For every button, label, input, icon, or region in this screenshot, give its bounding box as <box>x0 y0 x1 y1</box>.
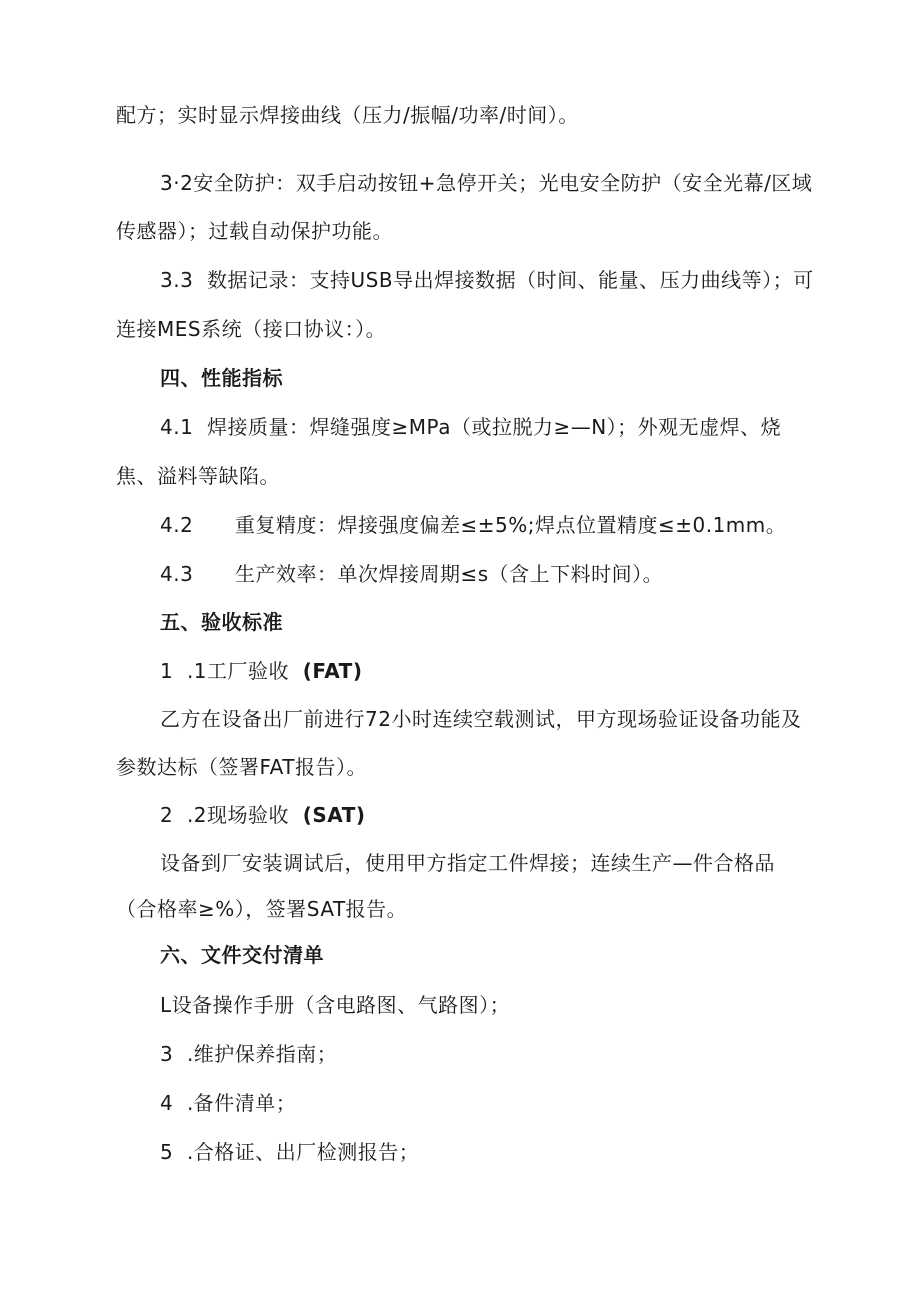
paragraph-line: 生产效率：单次焊接周期≤s（含上下料时间）。 <box>235 562 664 586</box>
subsection-prefix: 1 .1工厂验收 <box>160 659 290 683</box>
subsection-heading <box>160 801 366 829</box>
paragraph-line: 乙方在设备出厂前进行72小时连续空载测试，甲方现场验证设备功能及 <box>160 707 802 731</box>
paragraph-line: 3.3 数据记录：支持USB导出焊接数据（时间、能量、压力曲线等）；可 <box>160 268 814 292</box>
paragraph-line: （合格率≥%），签署SAT报告。 <box>116 897 408 921</box>
subsection-code: (SAT) <box>302 803 366 827</box>
paragraph-line: 传感器）；过载自动保护功能。 <box>116 219 393 243</box>
item-number: 4.3 <box>160 562 194 586</box>
paragraph-line: 参数达标（签署FAT报告）。 <box>116 755 368 779</box>
list-item: L设备操作手册（含电路图、气路图）； <box>160 993 511 1017</box>
paragraph-line: 连接MES系统（接口协议：）。 <box>116 317 387 341</box>
paragraph-line: 设备到厂安装调试后，使用甲方指定工件焊接；连续生产—件合格品 <box>160 851 775 875</box>
paragraph-line: 4.1 焊接质量：焊缝强度≥MPa（或拉脱力≥—N）；外观无虚焊、烧 <box>160 415 782 439</box>
subsection-prefix: 2 .2现场验收 <box>160 803 290 827</box>
subsection-heading <box>160 657 362 685</box>
paragraph-line: 焦、溢料等缺陷。 <box>116 464 280 488</box>
list-item: 4 .备件清单； <box>160 1091 297 1115</box>
paragraph-line: 配方；实时显示焊接曲线（压力/振幅/功率/时间）。 <box>116 103 579 127</box>
list-item: 5 .合格证、出厂检测报告； <box>160 1140 420 1164</box>
paragraph-line: 重复精度：焊接强度偏差≤±5%;焊点位置精度≤±0.1mm。 <box>235 513 787 537</box>
paragraph-line: 3·2安全防护：双手启动按钮+急停开关；光电安全防护（安全光幕/区域 <box>160 171 813 195</box>
subsection-code: (FAT) <box>302 659 363 683</box>
list-item: 3 .维护保养指南； <box>160 1042 338 1066</box>
section-heading: 五、验收标准 <box>160 610 283 634</box>
item-number: 4.2 <box>160 513 194 537</box>
section-heading: 四、性能指标 <box>160 366 283 390</box>
section-heading: 六、文件交付清单 <box>160 943 324 967</box>
